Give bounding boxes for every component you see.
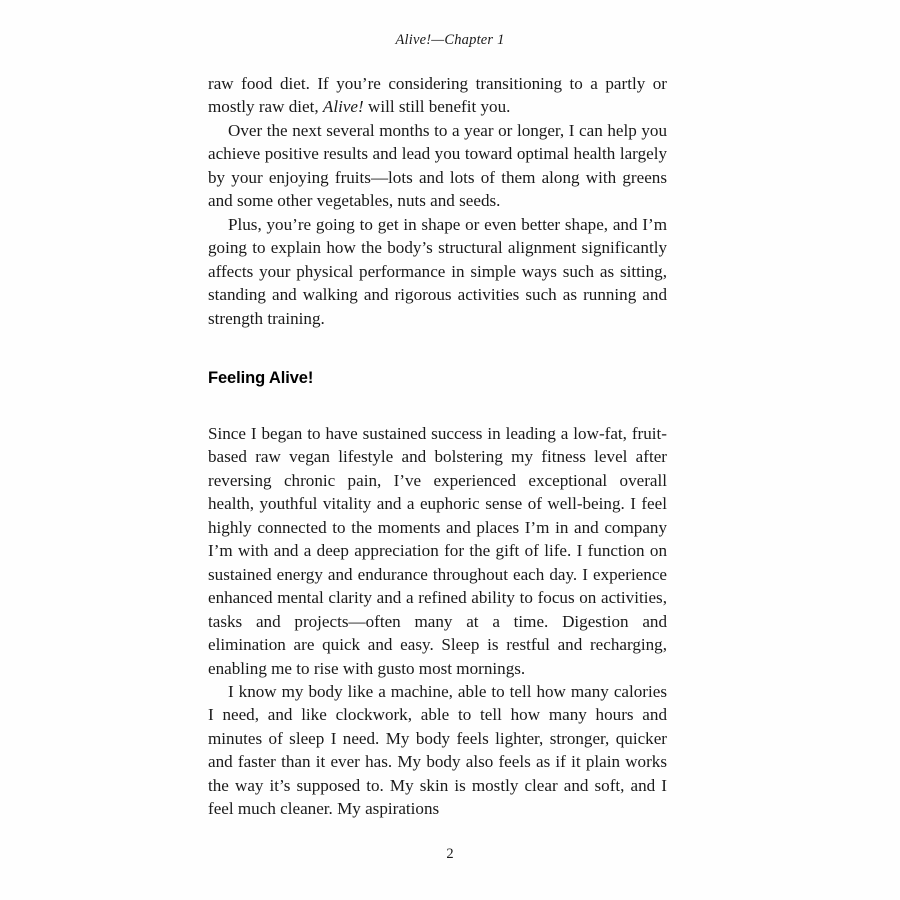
paragraph-run-text: raw food diet. If you’re considering transitioning to a partly or mostly raw diet, [208,74,667,117]
spacer [208,389,667,422]
paragraph [208,72,667,119]
section-heading: Feeling Alive! [208,368,314,387]
paragraph: Plus, you’re going to get in shape or even better shape, and I’m going to explain how the body’s structural alignment significantly affects your physical performance in simple ways such as sitting, standing and walking and rigorous activities such as running and strength training. [208,214,667,328]
running-head: Alive!—Chapter 1 [395,32,505,48]
page-number: 2 [446,846,454,862]
paragraph: Over the next several months to a year or longer, I can help you achieve positive results and lead you toward optimal health largely by your enjoying fruits—lots and lots of them along with greens and some other vegetables, nuts and seeds. [208,120,667,211]
paragraph: Since I began to have sustained success in leading a low-fat, fruit-based raw vegan lifestyle and bolstering my fitness level after reversing chronic pain, I’ve experienced exceptional overall health, youthful vitality and a euphoric sense of well-being. I feel highly connected to the moments and places I’m in and company I’m with and a deep appreciation for the gift of life. I function on sustained energy and endurance throughout each day. I experience enhanced mental clarity and a refined ability to focus on activities, tasks and projects—often many at a time. Digestion and elimination are quick and easy. Sleep is restful and recharging, enabling me to rise with gusto most mornings. [208,423,667,678]
text-column [208,72,667,821]
paragraph-run-text: will still benefit you. [363,97,511,117]
spacer [208,330,667,367]
paragraph: I know my body like a machine, able to tell how many calories I need, and like clockwork, able to tell how many hours and minutes of sleep I need. My body feels lighter, stronger, quicker and faster than it ever has. My body also feels as if it plain works the way it’s supposed to. My skin is mostly clear and soft, and I feel much cleaner. My aspirations [208,681,667,819]
book-title-italic: Alive! [322,97,364,117]
